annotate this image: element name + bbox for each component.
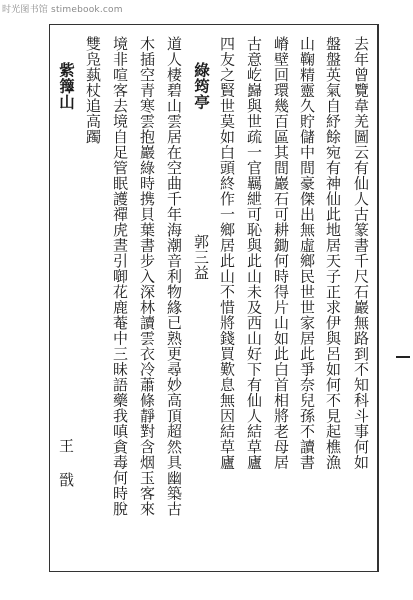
text-column-4: 嵴壁回環幾百區其間巖石可耕鋤何時得片山如此白首相將老母居: [272, 36, 290, 470]
text-column-7: 道人棲碧山雲居在空曲千年海潮音利物緣已熟更尋妙高頂超然具幽築古: [165, 36, 183, 517]
text-column-8: 木插空青寒雲抱巖綠時携貝葉書步入深林讀雲衣冷蕭條靜對含烟玉客來: [138, 36, 156, 517]
text-column-1: 去年曾覽韋羌圖云有仙人古篆書千尺石巖無路到不知科斗事何如: [352, 36, 370, 470]
watermark: 时光图书馆 stimebook.com: [2, 5, 123, 15]
poem-author: 郭三益: [192, 234, 210, 281]
text-column-2: 盤盤英氣自紓餘宛有神仙此地居天子正求伊與呂如何不見起樵漁: [324, 36, 342, 470]
text-column-5: 古意屹巋與世疏一官羈紲可恥與此山未及西山好下有仙人結草廬: [245, 36, 263, 470]
text-column-10: 雙凫蓺杖追高躅: [84, 36, 102, 145]
fold-line: [396, 356, 410, 358]
poem-title-2: 紫籜山: [57, 62, 76, 110]
poem-title: 綠筠亭: [192, 62, 211, 110]
poem-author-2: 王 戩: [57, 438, 75, 488]
text-column-6: 四友之賢世莫如白頭終作一鄉居此山不惜將錢買歎息無因結草廬: [218, 36, 236, 470]
text-column-3: 山鞠精靈久貯儲中間豪傑出無虛鄉民世世家居此爭奈兒孫不讀書: [298, 36, 316, 470]
text-column-9: 境非喧客去境自足管眠護禪虎晝引啣花鹿菴中三昧語藥我嗔貪毒何時脫: [111, 36, 129, 517]
